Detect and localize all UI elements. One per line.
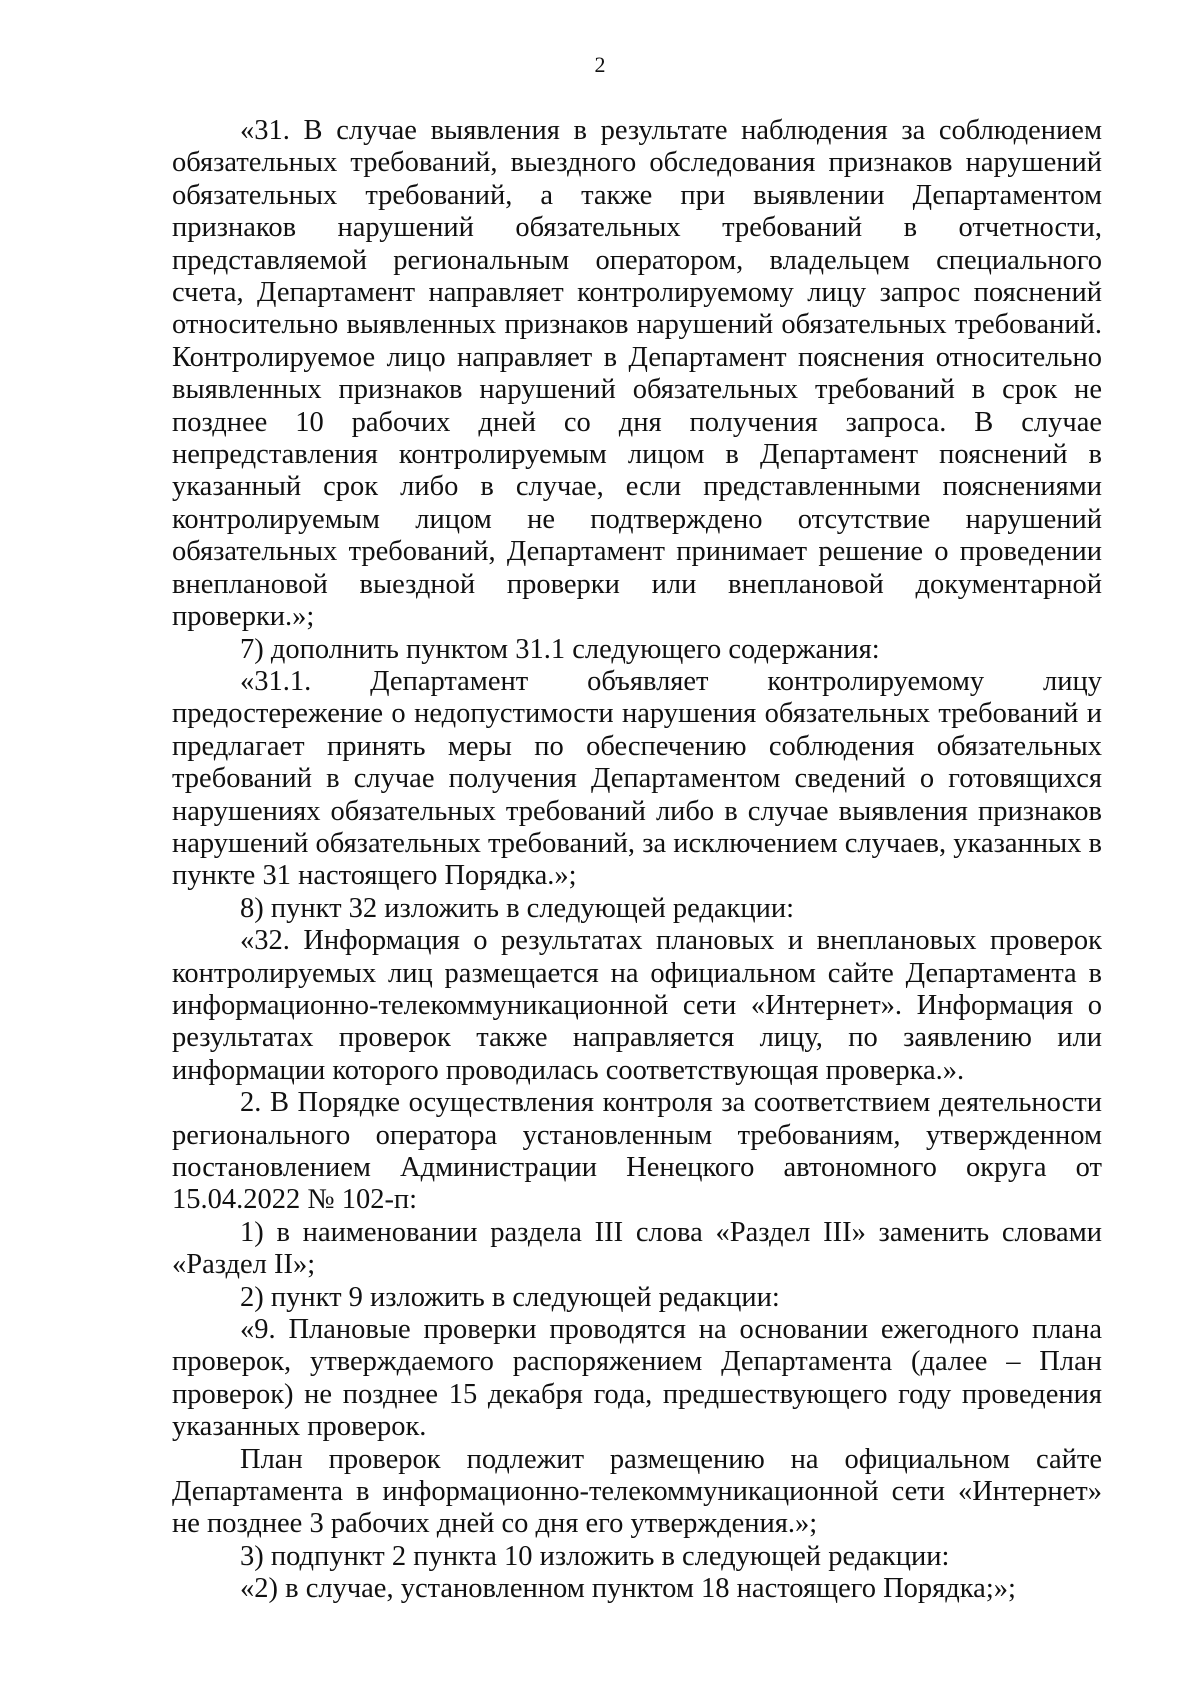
paragraph-clause-32: «32. Информация о результатах плановых и внеплановых проверок контролируемых лиц размещается на официальном сайте Департамента в информационно-телекоммуникационной сети «Интернет». Информация о результатах проверок также направляется лицу, по заявлению или информации которого проводилась соответствующая проверка.». xyxy=(172,925,1102,1086)
paragraph-subitem-2: 2) пункт 9 изложить в следующей редакции: xyxy=(240,1281,780,1313)
paragraph-clause-31: «31. В случае выявления в результате наблюдения за соблюдением обязательных требований, выездного обследования признаков нарушений обязательных требований, а также при выявлении Департаментом признаков нарушений обязательных требований в отчетности, представляемой региональным оператором, владельцем специального счета, Департамент направляет контролируемому лицу запрос пояснений относительно выявленных признаков нарушений обязательных требований. Контролируемое лицо направляет в Департамент пояснения относительно выявленных признаков нарушений обязательных требований в срок не позднее 10 рабочих дней со дня получения запроса. В случае непредставления контролируемым лицом в Департамент пояснений в указанный срок либо в случае, если представленными пояснениями контролируемым лицом не подтверждено отсутствие нарушений обязательных требований, Департамент принимает решение о проведении внеплановой выездной проверки или внеплановой документарной проверки.»; xyxy=(172,115,1102,633)
paragraph-subitem-3: 3) подпункт 2 пункта 10 изложить в следующей редакции: xyxy=(240,1540,950,1572)
paragraph-subclause-2: «2) в случае, установленном пунктом 18 настоящего Порядка;»; xyxy=(240,1573,1016,1605)
paragraph-section-2: 2. В Порядке осуществления контроля за соответствием деятельности регионального оператора установленным требованиям, утвержденном постановлением Администрации Ненецкого автономного округа от 15.04.2022 № 102-п: xyxy=(172,1087,1102,1216)
paragraph-clause-31-1: «31.1. Департамент объявляет контролируемому лицу предостережение о недопустимости нарушения обязательных требований и предлагает принять меры по обеспечению соблюдения обязательных требований в случае получения Департаментом сведений о готовящихся нарушениях обязательных требований либо в случае выявления признаков нарушений обязательных требований, за исключением случаев, указанных в пункте 31 настоящего Порядка.»; xyxy=(172,665,1102,892)
paragraph-plan-publication: План проверок подлежит размещению на официальном сайте Департамента в информационно-телекоммуникационной сети «Интернет» не позднее 3 рабочих дней со дня его утверждения.»; xyxy=(172,1443,1102,1540)
paragraph-item-8: 8) пункт 32 изложить в следующей редакции: xyxy=(240,892,795,924)
paragraph-clause-9: «9. Плановые проверки проводятся на основании ежегодного плана проверок, утверждаемого распоряжением Департамента (далее – План проверок) не позднее 15 декабря года, предшествующего году проведения указанных проверок. xyxy=(172,1314,1102,1443)
document-body xyxy=(172,115,1102,1606)
paragraph-subitem-1: 1) в наименовании раздела III слова «Раздел III» заменить словами «Раздел II»; xyxy=(172,1216,1102,1281)
paragraph-item-7: 7) дополнить пунктом 31.1 следующего содержания: xyxy=(240,633,880,665)
page-number: 2 xyxy=(594,52,606,77)
